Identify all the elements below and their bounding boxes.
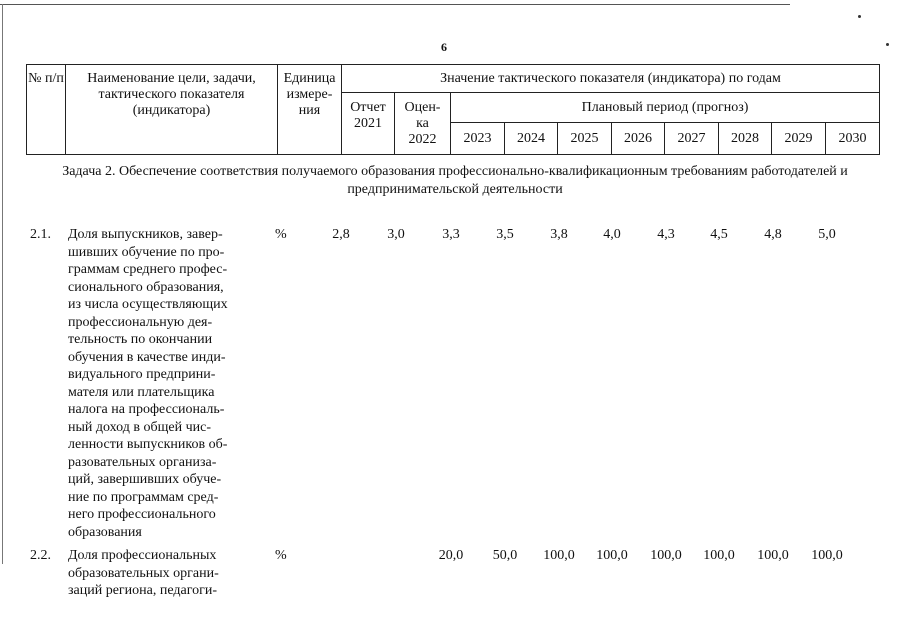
row-description-line: Доля профессиональных — [68, 548, 217, 563]
header-year: 2025 — [558, 123, 612, 155]
row-description-line: ние по программам сред- — [68, 489, 219, 505]
header-unit: Единица измере-ния — [278, 65, 342, 155]
indicator-table-header — [26, 64, 880, 155]
row-description-line: шивших обучение по про- — [68, 244, 225, 260]
value-2025: 3,8 — [550, 227, 568, 242]
row-description-line: сионального образования, — [68, 279, 224, 295]
row-description-line: ций, завершивших обуче- — [68, 472, 222, 487]
header-year: 2030 — [826, 123, 880, 155]
row-description — [68, 547, 244, 600]
header-estimate-2022: Оцен-ка 2022 — [395, 93, 451, 155]
value-2027: 4,3 — [657, 227, 675, 242]
header-year: 2024 — [505, 123, 558, 155]
header-values-title: Значение тактического показателя (индикатора) по годам — [342, 65, 880, 93]
row-description-line: ленности выпускников об- — [68, 437, 228, 452]
row-number: 2.2. — [30, 548, 51, 563]
row-description-line: образования — [68, 524, 142, 540]
value-2029: 4,8 — [764, 227, 782, 242]
scan-speck — [858, 15, 861, 18]
header-year: 2028 — [719, 123, 772, 155]
value-2026: 4,0 — [603, 227, 621, 242]
value-2023: 3,3 — [442, 227, 460, 242]
header-year: 2023 — [451, 123, 505, 155]
row-description-line: видуального предприни- — [68, 367, 216, 382]
page-number: 6 — [441, 40, 447, 54]
value-2024: 3,5 — [496, 227, 514, 242]
value-2030: 100,0 — [811, 548, 843, 563]
row-number: 2.1. — [30, 227, 51, 242]
value-2022: 3,0 — [387, 227, 405, 242]
value-2023: 20,0 — [438, 548, 464, 563]
row-description-line: мателя или плательщика — [68, 384, 215, 400]
row-description-line: налога на профессиональ- — [68, 402, 225, 417]
value-2028: 4,5 — [710, 227, 728, 242]
value-2024: 50,0 — [492, 548, 518, 563]
row-description-line: него профессионального — [68, 507, 216, 522]
header-year: 2026 — [612, 123, 665, 155]
page-top-border — [0, 4, 790, 5]
header-num: № п/п — [27, 65, 66, 155]
header-report-2021: Отчет 2021 — [342, 93, 395, 155]
header-year: 2027 — [665, 123, 719, 155]
row-description-line: Доля выпускников, завер- — [68, 227, 223, 242]
value-2029: 100,0 — [757, 548, 789, 563]
row-description-line: профессиональную дея- — [68, 314, 213, 330]
value-2026: 100,0 — [596, 548, 628, 563]
value-2027: 100,0 — [650, 548, 682, 563]
row-description-line: тельность по окончании — [68, 332, 213, 347]
row-description-line: обучения в качестве инди- — [68, 349, 226, 365]
row-description-line: граммам среднего профес- — [68, 262, 228, 277]
header-name: Наименование цели, задачи, тактического показателя (индикатора) — [66, 65, 278, 155]
value-2021: 2,8 — [332, 227, 350, 242]
value-2025: 100,0 — [543, 548, 575, 563]
row-description-line: ный доход в общей чис- — [68, 419, 211, 435]
page-left-border — [2, 4, 3, 564]
value-2028: 100,0 — [703, 548, 735, 563]
row-unit: % — [275, 227, 287, 242]
header-plan-period: Плановый период (прогноз) — [451, 93, 880, 123]
value-2030: 5,0 — [818, 227, 836, 242]
row-description-line: заций региона, педагоги- — [68, 583, 218, 598]
row-description-line: из числа осуществляющих — [68, 297, 228, 312]
task-title: Задача 2. Обеспечение соответствия получаемого образования профессионально-квалификационным требованиям работодателей и предпринимательской деятельности — [62, 164, 848, 197]
header-year: 2029 — [772, 123, 826, 155]
row-description-line: образовательных органи- — [68, 565, 219, 581]
row-unit: % — [275, 548, 287, 563]
scan-speck — [886, 43, 889, 46]
row-description-line: разовательных организа- — [68, 454, 217, 470]
row-description — [68, 226, 244, 541]
